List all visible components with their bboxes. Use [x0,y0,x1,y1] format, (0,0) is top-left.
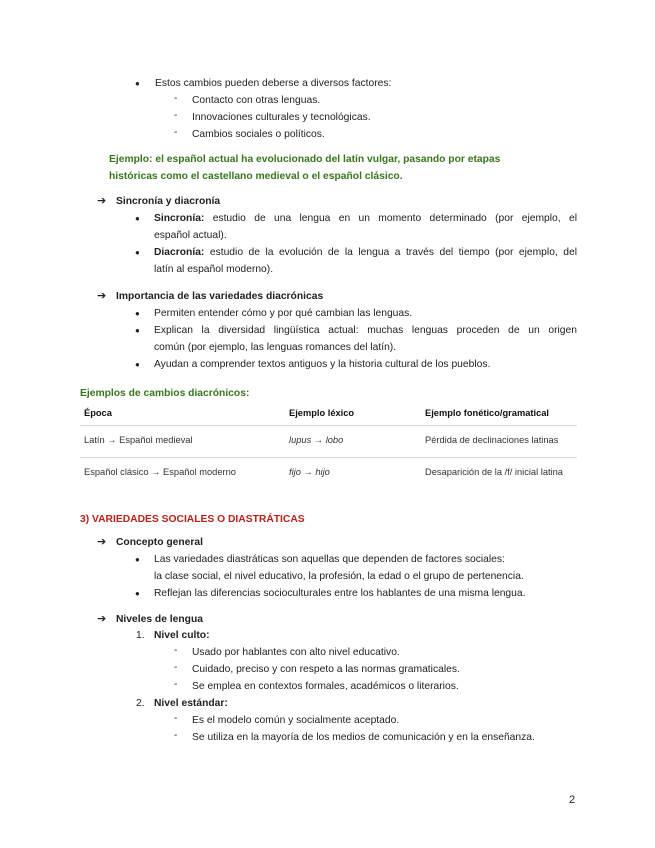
level-number: 1. [136,630,145,641]
sincronia-item: Sincronía: estudio de una lengua en un momento determinado (por ejemplo, el [154,213,577,224]
diacronia-item-cont: latín al español moderno). [154,264,274,275]
page-number: 2 [569,794,576,806]
sincronia-heading: Sincronía y diacronía [116,196,221,207]
bullet-icon: ● [135,360,140,369]
bullet-icon: ● [135,248,140,257]
table-divider [80,457,577,458]
dash-icon: - [174,127,178,138]
diacronia-item: Diacronía: estudio de la evolución de la lengua a través del tiempo (por ejemplo, del [154,247,577,258]
list-item: Permiten entender cómo y por qué cambian las lenguas. [154,308,413,319]
table-divider [80,425,577,426]
list-item: Ayudan a comprender textos antiguos y la historia cultural de los pueblos. [154,359,491,370]
list-item: Cuidado, preciso y con respeto a las normas gramaticales. [192,664,460,675]
list-item: Se utiliza en la mayoría de los medios de comunicación y en la enseñanza. [192,732,535,743]
bullet-icon: ● [135,214,140,223]
list-item: Cambios sociales o políticos. [192,129,325,140]
level-name: Nivel culto: [154,630,210,641]
arrow-icon: ➔ [97,613,107,625]
dash-icon: - [174,110,178,121]
list-item: Reflejan las diferencias socioculturales entre los hablantes de una misma lengua. [154,588,526,599]
list-item-cont: común (por ejemplo, las lenguas romances del latín). [154,342,397,353]
dash-icon: - [174,679,178,690]
table-header-fonetico: Ejemplo fonético/gramatical [425,408,549,418]
bullet-icon: ● [135,309,140,318]
list-item: Las variedades diastráticas son aquellas que dependen de factores sociales: [154,554,505,565]
bullet-icon: ● [135,326,140,335]
list-item: Se emplea en contextos formales, académicos o literarios. [192,681,459,692]
table-header-lexico: Ejemplo léxico [289,408,355,418]
table-cell: Español clásico → Español moderno [84,467,236,477]
table-cell: Latín → Español medieval [84,435,193,445]
table-title: Ejemplos de cambios diacrónicos: [80,388,250,399]
arrow-icon: ➔ [97,195,107,207]
bullet-icon: ● [135,79,140,88]
example-note-line1: Ejemplo: el español actual ha evolucionado del latín vulgar, pasando por etapas [109,154,501,165]
arrow-icon: ➔ [97,290,107,302]
arrow-icon: ➔ [97,536,107,548]
table-cell: Pérdida de declinaciones latinas [425,435,559,445]
dash-icon: - [174,662,178,673]
list-item-cont: la clase social, el nivel educativo, la profesión, la edad o el grupo de pertenencia. [154,571,524,582]
bullet-icon: ● [135,555,140,564]
niveles-heading: Niveles de lengua [116,614,203,625]
table-cell: fijo → hijo [289,467,330,477]
bullet-icon: ● [135,589,140,598]
level-number: 2. [136,698,145,709]
factors-intro: Estos cambios pueden deberse a diversos factores: [155,78,392,89]
level-name: Nivel estándar: [154,698,228,709]
importancia-heading: Importancia de las variedades diacrónicas [116,291,324,302]
dash-icon: - [174,713,178,724]
example-note-line2: históricas como el castellano medieval o el español clásico. [109,171,403,182]
dash-icon: - [174,645,178,656]
list-item: Innovaciones culturales y tecnológicas. [192,112,371,123]
section-title: 3) VARIEDADES SOCIALES O DIASTRÁTICAS [80,514,305,525]
table-cell: lupus → lobo [289,435,344,445]
list-item: Es el modelo común y socialmente aceptado. [192,715,400,726]
sincronia-item-cont: español actual). [154,230,227,241]
list-item: Explican la diversidad lingüística actual: muchas lenguas proceden de un origen [154,325,577,336]
table-cell: Desaparición de la /f/ inicial latina [425,467,563,477]
dash-icon: - [174,93,178,104]
concepto-heading: Concepto general [116,537,203,548]
dash-icon: - [174,730,178,741]
list-item: Contacto con otras lenguas. [192,95,321,106]
table-header-epoca: Época [84,408,112,418]
list-item: Usado por hablantes con alto nivel educativo. [192,647,400,658]
